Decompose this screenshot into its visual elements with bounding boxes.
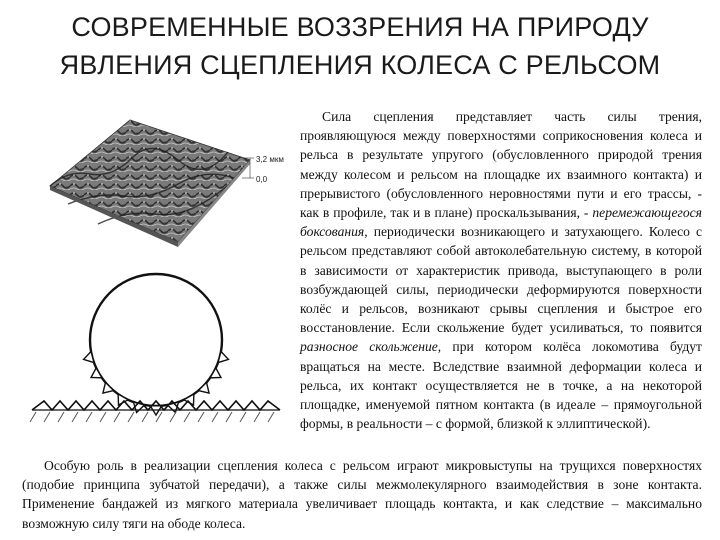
side-text-part-2: , периодически возникающего и затухающего. Колесо с рельсом представляют собой автоколебательную систему, в которой в зависимости от характеристик привода, выступающего в роли возбуждающей силы, периодически деформируются поверхности колёс и рельсов, возникают срывы сцепления и быстрое его восстановление. Если скольжение будет усиливаться, то появится [300,224,702,336]
bottom-paragraph [22,456,702,533]
side-text-part-3: , при котором колёса локомотива будут вращаться на месте. Вследствие взаимной деформации колеса и рельса, их контакт осуществляется не в точке, а на некоторой площадке, именуемой пятном контакта (в идеале – прямоугольной формы, в реальности – с формой, близкой к эллиптической). [300,339,703,432]
wheel-tooth [210,368,221,378]
surface-label-bottom: 0,0 [256,175,268,184]
term-alternating-slipping: перемежающегося боксования [300,205,702,240]
surface-top-plane [50,120,250,242]
surface-roughness-figure [28,100,298,260]
page-title [0,8,720,84]
surface-label-top: 3,2 мкм [256,155,284,164]
term-runaway-slipping: разносное скольжение [300,339,438,355]
wheel-micro-teeth [84,351,229,415]
title-line-1: СОВРЕМЕННЫЕ ВОЗЗРЕНИЯ НА ПРИРОДУ [71,12,649,42]
wheel-on-rail-figure [28,260,298,460]
title-line-2: ЯВЛЕНИЯ СЦЕПЛЕНИЯ КОЛЕСА С РЕЛЬСОМ [59,50,661,80]
wheel-tooth [91,368,102,378]
side-paragraph [300,107,702,433]
side-text-part-1: Сила сцепления представляет часть силы трения, проявляющуюся между поверхностями соприкосновения колеса и рельса в результате упругого (обусловленного природой трения между колесом и рельсом на площадке их взаимного контакта) и прерывистого (обусловленного неровностями пути и его трассы, - как в профиле, так и в плане) проскальзывания, - [300,109,702,221]
bottom-paragraph-text: Особую роль в реализации сцепления колеса с рельсом играют микровыступы на трущихся поверхностях (подобие принципа зубчатой передачи), а также силы межмолекулярного взаимодействия в зоне контакта. Применение бандажей из мягкого материала увеличивает площадь контакта, и как следствие – максимально возможную силу тяги на ободе колеса. [22,458,702,531]
